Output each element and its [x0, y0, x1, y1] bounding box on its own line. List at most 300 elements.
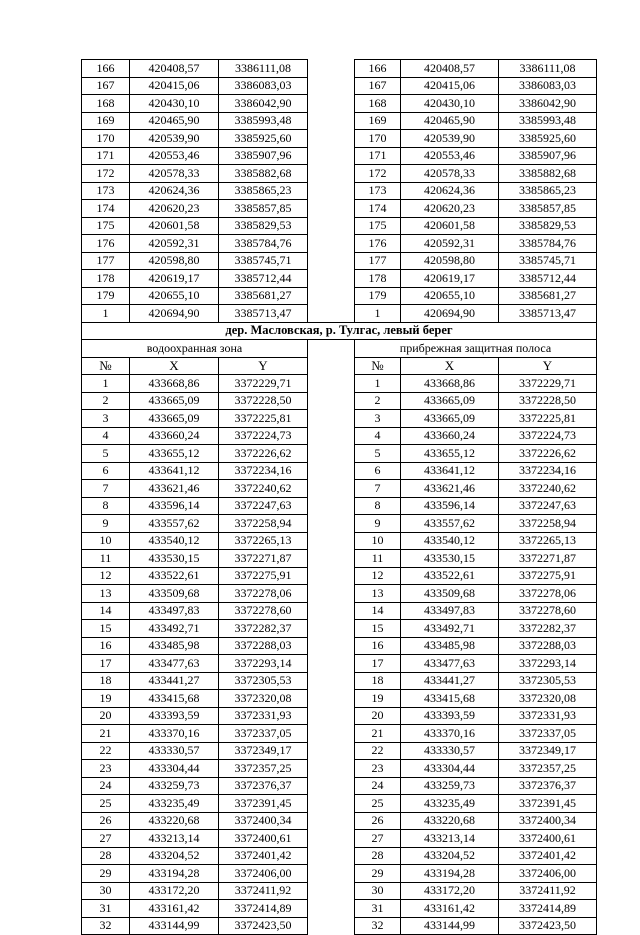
left-cell-number: 20 [82, 707, 130, 725]
right-cell-x: 420598,80 [401, 252, 499, 270]
right-cell-number: 9 [355, 515, 401, 533]
left-cell-number: 2 [82, 392, 130, 410]
table-row [82, 742, 597, 760]
left-cell-y: 3372225,81 [219, 410, 308, 428]
right-cell-number: 18 [355, 672, 401, 690]
right-cell-y: 3385745,71 [499, 252, 597, 270]
left-cell-y: 3385712,44 [219, 270, 308, 288]
gap-cell [308, 165, 355, 183]
left-cell-number: 179 [82, 287, 130, 305]
left-cell-y: 3372320,08 [219, 690, 308, 708]
left-cell-y: 3372305,53 [219, 672, 308, 690]
left-cell-y: 3372331,93 [219, 707, 308, 725]
right-cell-y: 3385907,96 [499, 147, 597, 165]
right-cell-y: 3385993,48 [499, 112, 597, 130]
left-cell-x: 433557,62 [130, 515, 219, 533]
gap-cell [308, 550, 355, 568]
table-row [82, 707, 597, 725]
right-cell-x: 433370,16 [401, 725, 499, 743]
table-row [82, 182, 597, 200]
right-cell-x: 420430,10 [401, 95, 499, 113]
right-cell-y: 3372400,34 [499, 812, 597, 830]
left-cell-number: 25 [82, 795, 130, 813]
subtitle-row [82, 340, 597, 358]
table-row [82, 217, 597, 235]
left-cell-y: 3372376,37 [219, 777, 308, 795]
right-cell-x: 420619,17 [401, 270, 499, 288]
left-header-x: X [130, 357, 219, 375]
left-cell-number: 1 [82, 305, 130, 323]
right-cell-number: 3 [355, 410, 401, 428]
table-row [82, 95, 597, 113]
left-cell-number: 169 [82, 112, 130, 130]
right-cell-number: 14 [355, 602, 401, 620]
left-cell-number: 28 [82, 847, 130, 865]
table-row [82, 567, 597, 585]
table-row [82, 830, 597, 848]
left-cell-y: 3372293,14 [219, 655, 308, 673]
right-cell-number: 177 [355, 252, 401, 270]
table-row [82, 130, 597, 148]
right-cell-number: 173 [355, 182, 401, 200]
right-cell-x: 420655,10 [401, 287, 499, 305]
left-cell-x: 420598,80 [130, 252, 219, 270]
left-cell-x: 433259,73 [130, 777, 219, 795]
left-cell-y: 3372226,62 [219, 445, 308, 463]
left-cell-x: 433370,16 [130, 725, 219, 743]
right-cell-number: 25 [355, 795, 401, 813]
left-cell-y: 3372247,63 [219, 497, 308, 515]
right-cell-number: 28 [355, 847, 401, 865]
right-cell-x: 420465,90 [401, 112, 499, 130]
right-cell-x: 433655,12 [401, 445, 499, 463]
right-cell-x: 433477,63 [401, 655, 499, 673]
gap-cell [308, 760, 355, 778]
table-row [82, 725, 597, 743]
right-cell-x: 433415,68 [401, 690, 499, 708]
left-cell-number: 10 [82, 532, 130, 550]
right-cell-number: 166 [355, 60, 401, 78]
right-cell-y: 3372225,81 [499, 410, 597, 428]
left-cell-y: 3385829,53 [219, 217, 308, 235]
gap-cell [308, 620, 355, 638]
right-cell-y: 3385829,53 [499, 217, 597, 235]
left-cell-y: 3372265,13 [219, 532, 308, 550]
coordinates-table [81, 59, 597, 935]
left-cell-x: 433492,71 [130, 620, 219, 638]
table-row [82, 637, 597, 655]
right-cell-x: 433213,14 [401, 830, 499, 848]
left-cell-number: 7 [82, 480, 130, 498]
right-cell-number: 21 [355, 725, 401, 743]
right-cell-x: 433509,68 [401, 585, 499, 603]
left-cell-x: 433485,98 [130, 637, 219, 655]
table-row [82, 165, 597, 183]
left-cell-x: 433213,14 [130, 830, 219, 848]
right-cell-y: 3372229,71 [499, 375, 597, 393]
left-cell-x: 420620,23 [130, 200, 219, 218]
table-row [82, 620, 597, 638]
left-cell-number: 15 [82, 620, 130, 638]
left-cell-number: 23 [82, 760, 130, 778]
right-cell-x: 433144,99 [401, 917, 499, 935]
gap-cell [308, 602, 355, 620]
right-cell-x: 433304,44 [401, 760, 499, 778]
gap-cell [308, 497, 355, 515]
right-cell-number: 172 [355, 165, 401, 183]
left-cell-number: 31 [82, 900, 130, 918]
table-row [82, 305, 597, 323]
left-cell-x: 420553,46 [130, 147, 219, 165]
gap-cell [308, 515, 355, 533]
right-cell-y: 3372349,17 [499, 742, 597, 760]
left-cell-number: 30 [82, 882, 130, 900]
left-cell-number: 166 [82, 60, 130, 78]
left-cell-x: 420578,33 [130, 165, 219, 183]
right-cell-number: 176 [355, 235, 401, 253]
left-cell-number: 6 [82, 462, 130, 480]
gap-cell [308, 882, 355, 900]
right-cell-y: 3372228,50 [499, 392, 597, 410]
column-header-row [82, 357, 597, 375]
right-header-y: Y [499, 357, 597, 375]
right-cell-y: 3372411,92 [499, 882, 597, 900]
right-cell-x: 433641,12 [401, 462, 499, 480]
right-cell-x: 420415,06 [401, 77, 499, 95]
right-cell-x: 420601,58 [401, 217, 499, 235]
right-header-number: № [355, 357, 401, 375]
right-cell-x: 433522,61 [401, 567, 499, 585]
right-cell-number: 170 [355, 130, 401, 148]
left-cell-number: 167 [82, 77, 130, 95]
right-cell-y: 3386042,90 [499, 95, 597, 113]
right-cell-x: 433259,73 [401, 777, 499, 795]
right-cell-number: 2 [355, 392, 401, 410]
right-cell-x: 420408,57 [401, 60, 499, 78]
right-cell-number: 12 [355, 567, 401, 585]
right-cell-number: 167 [355, 77, 401, 95]
right-cell-y: 3385882,68 [499, 165, 597, 183]
left-cell-number: 1 [82, 375, 130, 393]
right-cell-x: 433540,12 [401, 532, 499, 550]
gap-cell [308, 480, 355, 498]
gap-cell [308, 445, 355, 463]
right-cell-x: 433665,09 [401, 410, 499, 428]
right-cell-x: 433235,49 [401, 795, 499, 813]
right-cell-y: 3372376,37 [499, 777, 597, 795]
right-cell-y: 3385865,23 [499, 182, 597, 200]
table-row [82, 252, 597, 270]
right-cell-number: 22 [355, 742, 401, 760]
gap-cell [308, 725, 355, 743]
left-cell-number: 21 [82, 725, 130, 743]
gap-cell [308, 375, 355, 393]
left-cell-number: 22 [82, 742, 130, 760]
left-cell-y: 3372278,06 [219, 585, 308, 603]
left-cell-number: 178 [82, 270, 130, 288]
gap-cell [308, 287, 355, 305]
top-rows [82, 60, 597, 323]
gap-cell [308, 865, 355, 883]
right-cell-y: 3372278,06 [499, 585, 597, 603]
gap-cell [308, 795, 355, 813]
table-row [82, 462, 597, 480]
left-cell-x: 420415,06 [130, 77, 219, 95]
left-cell-x: 420624,36 [130, 182, 219, 200]
gap-cell [308, 200, 355, 218]
gap-cell [308, 60, 355, 78]
left-cell-number: 171 [82, 147, 130, 165]
right-cell-number: 26 [355, 812, 401, 830]
right-cell-y: 3372271,87 [499, 550, 597, 568]
right-cell-x: 433220,68 [401, 812, 499, 830]
right-cell-x: 433204,52 [401, 847, 499, 865]
right-cell-y: 3372240,62 [499, 480, 597, 498]
left-cell-y: 3372275,91 [219, 567, 308, 585]
right-cell-y: 3372414,89 [499, 900, 597, 918]
left-cell-number: 177 [82, 252, 130, 270]
right-header-x: X [401, 357, 499, 375]
table-row [82, 550, 597, 568]
right-cell-number: 178 [355, 270, 401, 288]
left-cell-number: 170 [82, 130, 130, 148]
gap-cell [308, 112, 355, 130]
table-row [82, 287, 597, 305]
left-cell-x: 433204,52 [130, 847, 219, 865]
right-cell-x: 433492,71 [401, 620, 499, 638]
right-cell-x: 420553,46 [401, 147, 499, 165]
right-cell-number: 171 [355, 147, 401, 165]
gap-cell [308, 707, 355, 725]
gap-cell [308, 252, 355, 270]
right-cell-y: 3372337,05 [499, 725, 597, 743]
left-cell-y: 3385784,76 [219, 235, 308, 253]
right-cell-y: 3386083,03 [499, 77, 597, 95]
section-title-row [82, 322, 597, 340]
gap-cell [308, 672, 355, 690]
table-row [82, 865, 597, 883]
gap-cell [308, 392, 355, 410]
left-cell-x: 433161,42 [130, 900, 219, 918]
right-cell-y: 3385681,27 [499, 287, 597, 305]
right-cell-y: 3385712,44 [499, 270, 597, 288]
gap-cell [308, 130, 355, 148]
right-cell-number: 27 [355, 830, 401, 848]
left-cell-number: 172 [82, 165, 130, 183]
gap-cell [308, 235, 355, 253]
right-cell-x: 420694,90 [401, 305, 499, 323]
table-row [82, 270, 597, 288]
right-cell-x: 433330,57 [401, 742, 499, 760]
right-cell-x: 433557,62 [401, 515, 499, 533]
right-cell-x: 433497,83 [401, 602, 499, 620]
right-cell-y: 3372226,62 [499, 445, 597, 463]
table-row [82, 532, 597, 550]
table-row [82, 375, 597, 393]
left-cell-number: 8 [82, 497, 130, 515]
gap-cell [308, 427, 355, 445]
left-cell-y: 3372337,05 [219, 725, 308, 743]
right-cell-number: 16 [355, 637, 401, 655]
table-row [82, 497, 597, 515]
left-cell-y: 3372349,17 [219, 742, 308, 760]
right-cell-y: 3372401,42 [499, 847, 597, 865]
gap-cell [308, 812, 355, 830]
left-cell-x: 433235,49 [130, 795, 219, 813]
left-cell-x: 433393,59 [130, 707, 219, 725]
right-cell-x: 420539,90 [401, 130, 499, 148]
table-row [82, 112, 597, 130]
right-cell-y: 3372288,03 [499, 637, 597, 655]
gap-cell [308, 830, 355, 848]
left-cell-x: 433540,12 [130, 532, 219, 550]
left-cell-y: 3372400,34 [219, 812, 308, 830]
right-cell-number: 8 [355, 497, 401, 515]
left-cell-x: 433330,57 [130, 742, 219, 760]
table-row [82, 847, 597, 865]
left-cell-y: 3372400,61 [219, 830, 308, 848]
left-cell-y: 3372414,89 [219, 900, 308, 918]
left-cell-number: 27 [82, 830, 130, 848]
right-cell-x: 420620,23 [401, 200, 499, 218]
right-cell-y: 3372357,25 [499, 760, 597, 778]
gap-cell [308, 340, 355, 358]
gap-cell [308, 847, 355, 865]
gap-cell [308, 637, 355, 655]
left-cell-number: 14 [82, 602, 130, 620]
right-cell-number: 174 [355, 200, 401, 218]
left-cell-y: 3386083,03 [219, 77, 308, 95]
left-cell-x: 420465,90 [130, 112, 219, 130]
right-cell-x: 433172,20 [401, 882, 499, 900]
left-cell-y: 3385907,96 [219, 147, 308, 165]
left-cell-y: 3385993,48 [219, 112, 308, 130]
right-cell-x: 433596,14 [401, 497, 499, 515]
right-cell-number: 1 [355, 305, 401, 323]
left-cell-x: 433596,14 [130, 497, 219, 515]
table-row [82, 917, 597, 935]
table-row [82, 60, 597, 78]
gap-cell [308, 357, 355, 375]
left-cell-y: 3372357,25 [219, 760, 308, 778]
right-cell-number: 31 [355, 900, 401, 918]
right-cell-number: 30 [355, 882, 401, 900]
right-cell-number: 6 [355, 462, 401, 480]
left-cell-y: 3372278,60 [219, 602, 308, 620]
table-row [82, 882, 597, 900]
gap-cell [308, 585, 355, 603]
table-row [82, 445, 597, 463]
right-cell-y: 3372278,60 [499, 602, 597, 620]
right-cell-number: 10 [355, 532, 401, 550]
right-cell-x: 433393,59 [401, 707, 499, 725]
right-cell-number: 24 [355, 777, 401, 795]
left-cell-x: 433621,46 [130, 480, 219, 498]
right-cell-y: 3385925,60 [499, 130, 597, 148]
right-cell-number: 179 [355, 287, 401, 305]
right-cell-number: 13 [355, 585, 401, 603]
right-cell-number: 5 [355, 445, 401, 463]
table-row [82, 812, 597, 830]
gap-cell [308, 655, 355, 673]
right-cell-y: 3372320,08 [499, 690, 597, 708]
right-cell-x: 433621,46 [401, 480, 499, 498]
gap-cell [308, 95, 355, 113]
left-cell-y: 3372406,00 [219, 865, 308, 883]
right-cell-number: 17 [355, 655, 401, 673]
right-cell-y: 3372265,13 [499, 532, 597, 550]
left-cell-x: 433665,09 [130, 392, 219, 410]
gap-cell [308, 462, 355, 480]
left-cell-number: 9 [82, 515, 130, 533]
left-cell-x: 433665,09 [130, 410, 219, 428]
right-cell-number: 168 [355, 95, 401, 113]
right-cell-number: 1 [355, 375, 401, 393]
table-row [82, 515, 597, 533]
right-cell-x: 433668,86 [401, 375, 499, 393]
right-cell-number: 175 [355, 217, 401, 235]
right-cell-x: 420592,31 [401, 235, 499, 253]
table-row [82, 235, 597, 253]
left-cell-number: 4 [82, 427, 130, 445]
left-cell-x: 433304,44 [130, 760, 219, 778]
right-cell-y: 3372305,53 [499, 672, 597, 690]
left-cell-y: 3372411,92 [219, 882, 308, 900]
gap-cell [308, 567, 355, 585]
left-cell-x: 433660,24 [130, 427, 219, 445]
left-cell-number: 17 [82, 655, 130, 673]
right-cell-x: 433530,15 [401, 550, 499, 568]
right-cell-number: 169 [355, 112, 401, 130]
right-cell-y: 3372391,45 [499, 795, 597, 813]
table-row [82, 655, 597, 673]
right-subtitle: прибрежная защитная полоса [355, 340, 597, 358]
left-cell-number: 3 [82, 410, 130, 428]
left-cell-x: 433497,83 [130, 602, 219, 620]
left-cell-x: 433509,68 [130, 585, 219, 603]
gap-cell [308, 410, 355, 428]
table-row [82, 427, 597, 445]
left-cell-y: 3386111,08 [219, 60, 308, 78]
right-cell-number: 11 [355, 550, 401, 568]
table-row [82, 900, 597, 918]
right-cell-x: 433485,98 [401, 637, 499, 655]
right-cell-x: 433194,28 [401, 865, 499, 883]
left-cell-x: 420694,90 [130, 305, 219, 323]
right-cell-x: 433660,24 [401, 427, 499, 445]
table-row [82, 392, 597, 410]
right-cell-y: 3386111,08 [499, 60, 597, 78]
table-row [82, 672, 597, 690]
left-cell-x: 420539,90 [130, 130, 219, 148]
left-cell-number: 5 [82, 445, 130, 463]
left-cell-y: 3372288,03 [219, 637, 308, 655]
left-cell-number: 12 [82, 567, 130, 585]
right-cell-x: 433665,09 [401, 392, 499, 410]
left-header-y: Y [219, 357, 308, 375]
right-cell-x: 420624,36 [401, 182, 499, 200]
table-row [82, 602, 597, 620]
left-cell-y: 3385882,68 [219, 165, 308, 183]
table-row [82, 760, 597, 778]
left-cell-y: 3372282,37 [219, 620, 308, 638]
left-cell-y: 3385857,85 [219, 200, 308, 218]
gap-cell [308, 532, 355, 550]
left-cell-y: 3372224,73 [219, 427, 308, 445]
left-cell-x: 420408,57 [130, 60, 219, 78]
right-cell-number: 20 [355, 707, 401, 725]
left-cell-number: 24 [82, 777, 130, 795]
